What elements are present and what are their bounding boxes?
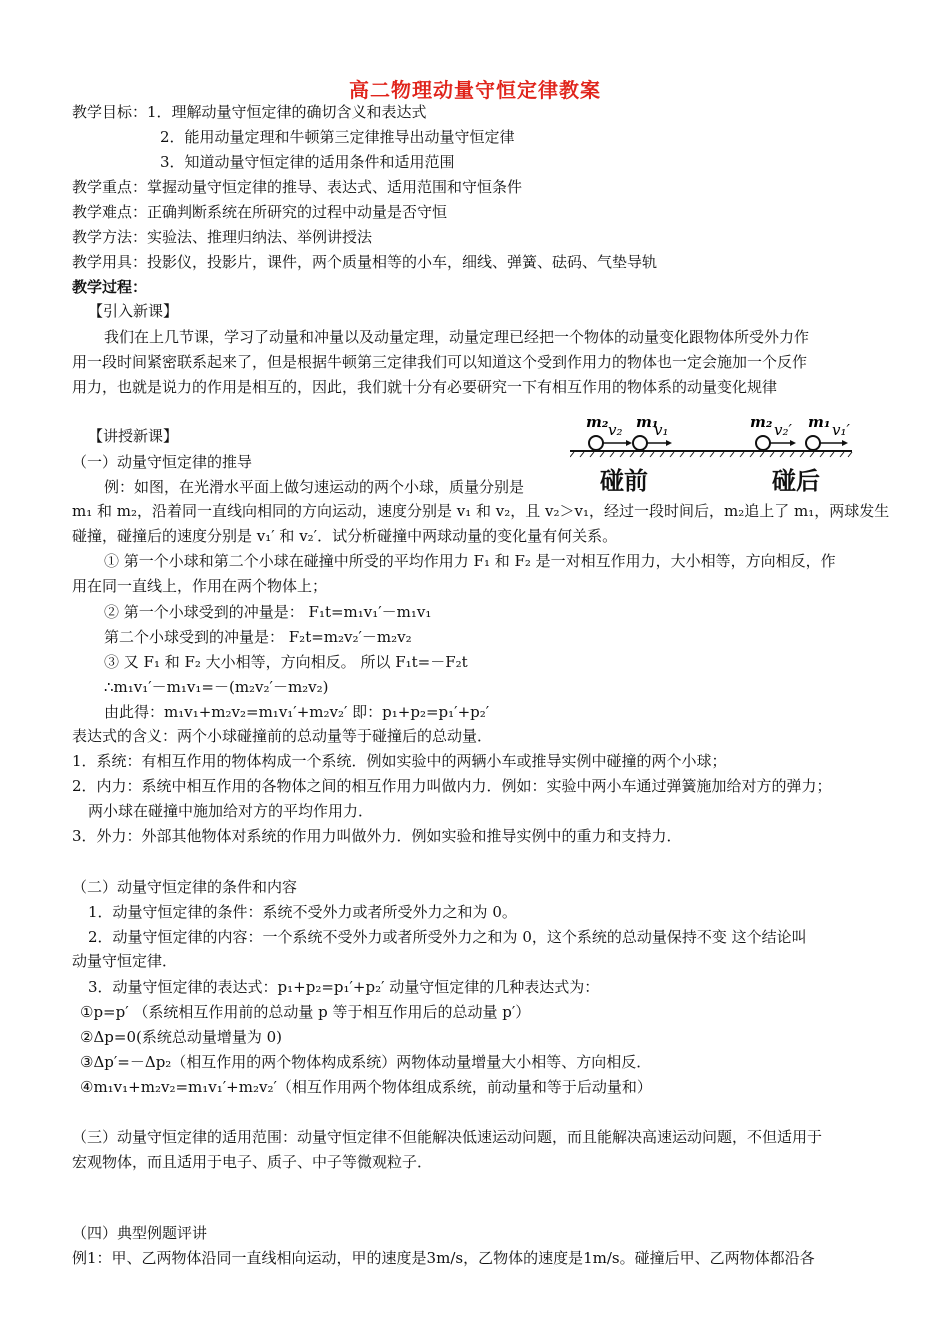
section-1-heading: （一）动量守恒定律的推导 xyxy=(72,453,253,471)
teaching-method: 教学方法：实验法、推理归纳法、举例讲授法 xyxy=(72,228,373,246)
section-2-line: 3．动量守恒定律的表达式：p₁+p₂=p₁′+p₂′ 动量守恒定律的几种表达式为： xyxy=(88,978,600,996)
objective-1: 教学目标：1．理解动量守恒定律的确切含义和表达式 xyxy=(72,103,427,121)
label-m1-after: m₁ xyxy=(808,413,831,431)
section-3-line: 宏观物体，而且适用于电子、质子、中子等微观粒子． xyxy=(72,1153,433,1171)
derivation-line: ② 第一个小球受到的冲量是： F₁t=m₁v₁′－m₁v₁ xyxy=(104,603,432,621)
example-line: 碰撞，碰撞后的速度分别是 v₁′ 和 v₂′．试分析碰撞中两球动量的变化量有何关系。 xyxy=(72,527,618,545)
arrow-head xyxy=(666,440,672,446)
section-2-line: ④m₁v₁+m₂v₂=m₁v₁′+m₂v₂′（相互作用两个物体组成系统，前动量和等于后动量和） xyxy=(80,1078,652,1096)
label-before-collision: 碰前 xyxy=(600,467,648,495)
intro-heading: 【引入新课】 xyxy=(88,302,179,320)
arrow-head xyxy=(790,440,796,446)
label-v2p: v₂′ xyxy=(774,421,792,439)
intro-line: 我们在上几节课，学习了动量和冲量以及动量定理，动量定理已经把一个物体的动量变化跟物体所受外力作 xyxy=(104,328,810,346)
label-v1p: v₁′ xyxy=(832,421,850,439)
intro-line: 用一段时间紧密联系起来了，但是根据牛顿第三定律我们可以知道这个受到作用力的物体也一定会施加一个反作 xyxy=(72,353,808,371)
arrow-head xyxy=(626,440,632,446)
label-m2-after: m₂ xyxy=(750,413,773,431)
section-3-line: （三）动量守恒定律的适用范围：动量守恒定律不但能解决低速运动问题，而且能解决高速运动问题，不但适用于 xyxy=(72,1128,823,1146)
process-heading: 教学过程： xyxy=(72,278,148,296)
derivation-line: 用在同一直线上，作用在两个物体上； xyxy=(72,577,328,595)
label-m2-before: m₂ xyxy=(586,413,609,431)
collision-figure xyxy=(570,405,890,495)
concept-line: 两小球在碰撞中施加给对方的平均作用力． xyxy=(88,802,374,820)
derivation-line: 由此得：m₁v₁+m₂v₂=m₁v₁′+m₂v₂′ 即：p₁+p₂=p₁′+p₂′ xyxy=(104,703,490,721)
derivation-line: ③ 又 F₁ 和 F₂ 大小相等，方向相反。 所以 F₁t=－F₂t xyxy=(104,653,468,671)
ball-m2-after xyxy=(756,436,770,450)
intro-line: 用力，也就是说力的作用是相互的，因此，我们就十分有必要研究一下有相互作用的物体系的动量变化规律 xyxy=(72,378,778,396)
difficulty: 教学难点：正确判断系统在所研究的过程中动量是否守恒 xyxy=(72,203,448,221)
objective-2: 2．能用动量定理和牛顿第三定律推导出动量守恒定律 xyxy=(160,128,515,146)
derivation-line: 第二个小球受到的冲量是： F₂t=m₂v₂′－m₂v₂ xyxy=(104,628,412,646)
teaching-tools: 教学用具：投影仪，投影片，课件，两个质量相等的小车，细线、弹簧、砝码、气垫导轨 xyxy=(72,253,658,271)
label-v2: v₂ xyxy=(608,421,623,439)
ball-m2-before xyxy=(589,436,603,450)
label-v1: v₁ xyxy=(654,421,669,439)
arrow-head xyxy=(842,440,848,446)
section-2-line: ③Δp′=－Δp₂（相互作用的两个物体构成系统）两物体动量增量大小相等、方向相反． xyxy=(80,1053,652,1071)
section-2-line: 动量守恒定律． xyxy=(72,952,178,970)
label-m1-before: m₁ xyxy=(636,413,659,431)
ball-m1-before xyxy=(633,436,647,450)
example-line: m₁ 和 m₂，沿着同一直线向相同的方向运动，速度分别是 v₁ 和 v₂，且 v₂＞v₁，经过一段时间后，m₂追上了 m₁，两球发生 xyxy=(72,502,890,520)
objective-3: 3．知道动量守恒定律的适用条件和适用范围 xyxy=(160,153,455,171)
derivation-line: ∴m₁v₁′－m₁v₁=－(m₂v₂′－m₂v₂) xyxy=(104,678,329,696)
meaning-line: 表达式的含义：两个小球碰撞前的总动量等于碰撞后的总动量． xyxy=(72,727,493,745)
ball-m1-after xyxy=(806,436,820,450)
example-1-line: 例1：甲、乙两物体沿同一直线相向运动，甲的速度是3m/s，乙物体的速度是1m/s。碰撞后甲、乙两物体都沿各 xyxy=(72,1249,815,1267)
key-point: 教学重点：掌握动量守恒定律的推导、表达式、适用范围和守恒条件 xyxy=(72,178,523,196)
example-line: 例：如图，在光滑水平面上做匀速运动的两个小球，质量分别是 xyxy=(104,478,525,496)
new-lesson-heading: 【讲授新课】 xyxy=(88,427,179,445)
concept-line: 2．内力：系统中相互作用的各物体之间的相互作用力叫做内力．例如：实验中两小车通过弹簧施加给对方的弹力； xyxy=(72,777,832,795)
concept-line: 3．外力：外部其他物体对系统的作用力叫做外力．例如实验和推导实例中的重力和支持力． xyxy=(72,827,682,845)
section-2-heading: （二）动量守恒定律的条件和内容 xyxy=(72,878,298,896)
derivation-line: ① 第一个小球和第二个小球在碰撞中所受的平均作用力 F₁ 和 F₂ 是一对相互作用力，大小相等，方向相反，作 xyxy=(104,552,836,570)
concept-line: 1．系统：有相互作用的物体构成一个系统．例如实验中的两辆小车或推导实例中碰撞的两个小球； xyxy=(72,752,727,770)
section-2-line: 2．动量守恒定律的内容：一个系统不受外力或者所受外力之和为 0，这个系统的总动量保持不变 这个结论叫 xyxy=(88,928,807,946)
ground-hatch xyxy=(570,452,852,457)
section-2-line: 1．动量守恒定律的条件：系统不受外力或者所受外力之和为 0。 xyxy=(88,903,517,921)
page-title: 高二物理动量守恒定律教案 xyxy=(349,78,601,102)
section-2-line: ②Δp=0(系统总动量增量为 0) xyxy=(80,1028,283,1046)
section-4-heading: （四）典型例题评讲 xyxy=(72,1224,208,1242)
section-2-line: ①p=p′ （系统相互作用前的总动量 p 等于相互作用后的总动量 p′） xyxy=(80,1003,531,1021)
label-after-collision: 碰后 xyxy=(772,467,820,495)
